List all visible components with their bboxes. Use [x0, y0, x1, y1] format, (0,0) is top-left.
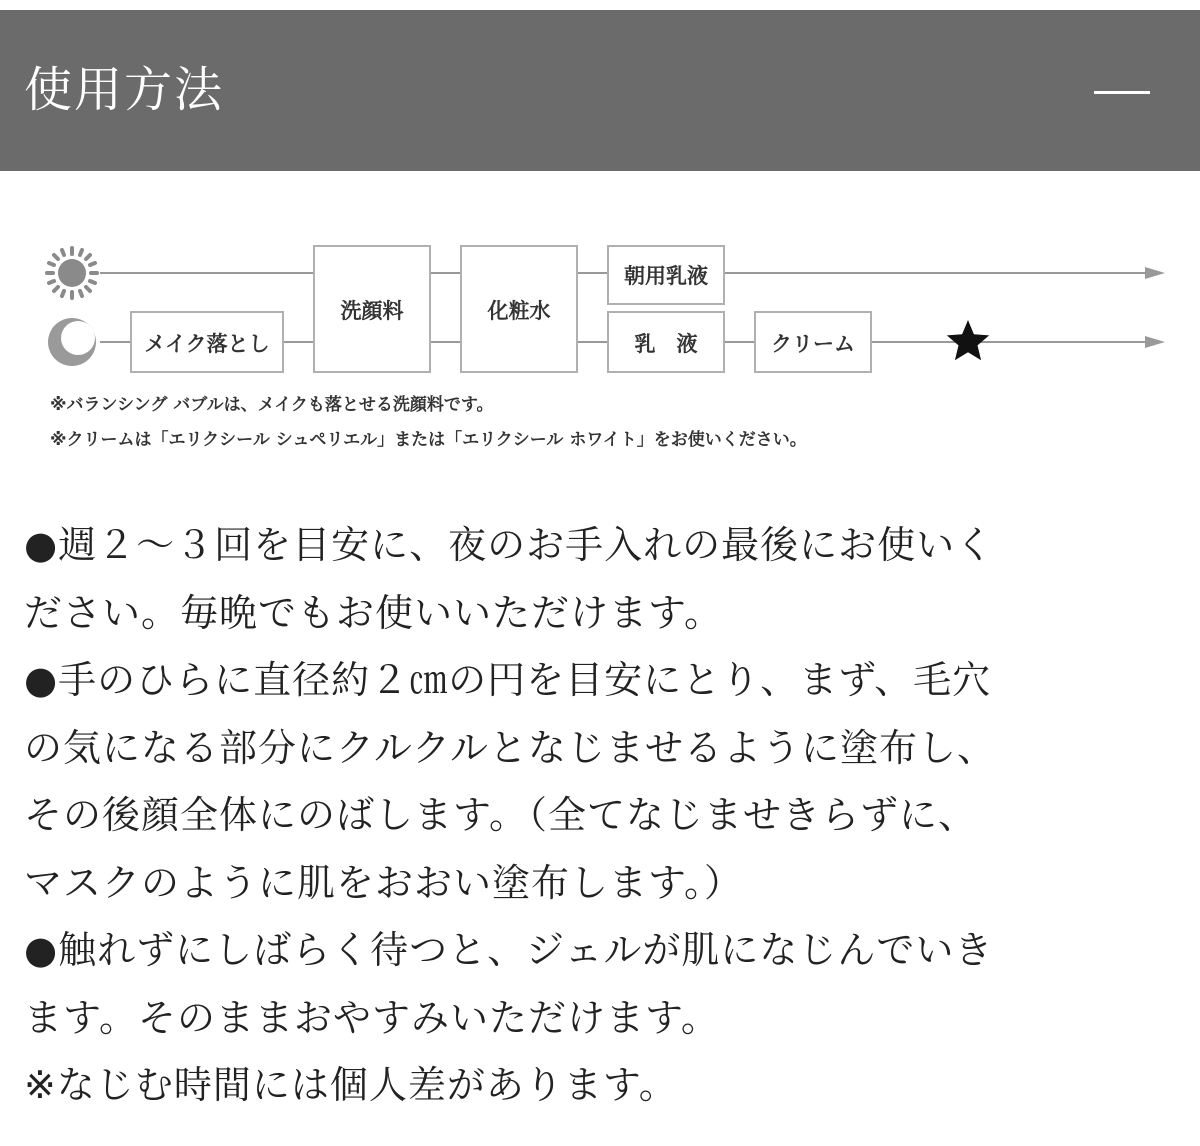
instruction-line: の気になる部分にクルクルとなじませるように塗布し、 [24, 725, 996, 770]
step-cream-label: クリーム [771, 332, 855, 356]
step-face-wash [314, 246, 430, 372]
step-lotion-label: 化粧水 [487, 299, 551, 323]
section-title: 使用方法 [24, 62, 225, 118]
step-morning-emulsion-label: 朝用乳液 [624, 264, 708, 288]
minus-icon [1094, 91, 1150, 94]
step-makeup-removal [131, 312, 283, 372]
diagram-note-1: ※バランシング バブルは、メイクも落とせる洗顔料です。 [50, 395, 494, 415]
section-header [0, 10, 1200, 171]
step-emulsion [608, 312, 724, 372]
diagram-note-2: ※クリームは「エリクシール シュペリエル」または「エリクシール ホワイト」をお使いください。 [50, 430, 807, 450]
step-emulsion-label: 乳 液 [634, 332, 698, 356]
step-makeup-removal-label: メイク落とし [144, 332, 270, 356]
moon-icon [48, 318, 96, 366]
step-morning-emulsion [608, 246, 724, 304]
instruction-line: ●触れずにしばらく待つと、ジェルが肌になじんでいき [24, 928, 994, 972]
morning-arrow-head [1145, 267, 1165, 279]
instruction-line: その後顔全体にのばします。（全てなじませきらずに、 [24, 793, 977, 837]
step-face-wash-label: 洗顔料 [340, 299, 404, 323]
instruction-line: ●週２～３回を目安に、夜のお手入れの最後にお使いく [24, 523, 995, 567]
step-lotion [461, 246, 577, 372]
sun-icon [47, 248, 97, 298]
collapse-button[interactable] [1084, 70, 1160, 114]
instruction-line: ●手のひらに直径約２㎝の円を目安にとり、まず、毛穴 [24, 658, 992, 702]
usage-flow-diagram [0, 230, 1200, 470]
instruction-line: マスクのように肌をおおい塗布します。） [24, 860, 743, 905]
instruction-line: ださい。毎晩でもお使いいただけます。 [24, 590, 723, 635]
step-cream [755, 312, 871, 372]
instruction-line: ※なじむ時間には個人差があります。 [24, 1063, 678, 1107]
night-arrow-head [1145, 336, 1165, 348]
instructions-text [24, 512, 1174, 1120]
star-icon [947, 320, 989, 360]
instruction-line: ます。そのままおやすみいただけます。 [24, 995, 720, 1040]
